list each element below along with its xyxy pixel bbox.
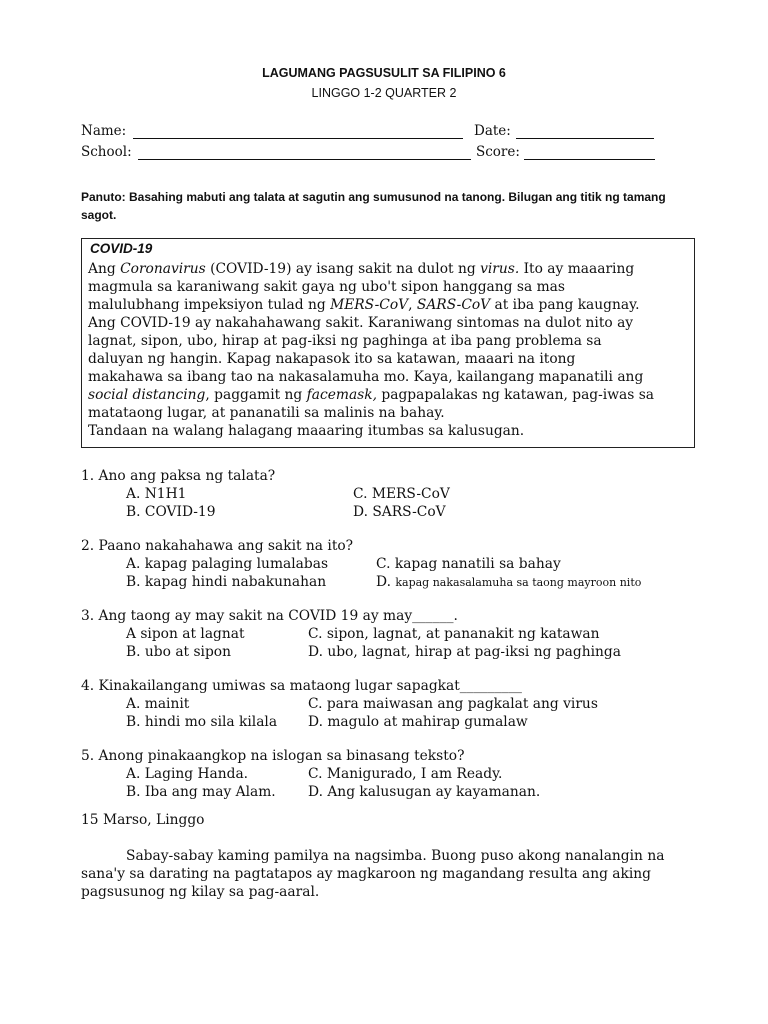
diary-date: 15 Marso, Linggo [81, 812, 205, 828]
passage-line: Ang COVID-19 ay nakahahawang sakit. Karaniwang sintomas na dulot nito ay [88, 315, 634, 331]
q3-option-a[interactable]: A sipon at lagnat [126, 626, 245, 642]
worksheet-title: LAGUMANG PAGSUSULIT SA FILIPINO 6 [262, 66, 506, 80]
school-label: School: [81, 144, 132, 160]
question-3: 3. Ang taong ay may sakit na COVID 19 ay may______. [81, 608, 458, 624]
date-field[interactable] [516, 138, 654, 139]
q1-option-b[interactable]: B. COVID-19 [126, 504, 216, 520]
q2-option-b[interactable]: B. kapag hindi nabakunahan [126, 574, 327, 590]
passage-line: lagnat, sipon, ubo, hirap at pag-iksi ng paghinga at iba pang problema sa [88, 333, 602, 349]
question-4: 4. Kinakailangang umiwas sa mataong lugar sapagkat_________ [81, 678, 522, 694]
passage-line [88, 387, 654, 403]
q3-option-d[interactable]: D. ubo, lagnat, hirap at pag-iksi ng paghinga [308, 644, 621, 660]
q4-option-c[interactable]: C. para maiwasan ang pagkalat ang virus [308, 696, 598, 712]
passage-italic: Coronavirus [120, 261, 206, 277]
q4-option-d[interactable]: D. magulo at mahirap gumalaw [308, 714, 528, 730]
passage-line [88, 297, 639, 313]
passage-line: makahawa sa ibang tao na nakasalamuha mo. Kaya, kailangang mapanatili ang [88, 369, 644, 385]
passage-line: matataong lugar, at pananatili sa malinis na bahay. [88, 405, 445, 421]
passage-text: Ang [88, 261, 121, 277]
worksheet-subtitle: LINGGO 1-2 QUARTER 2 [311, 86, 457, 100]
q2-option-a[interactable]: A. kapag palaging lumalabas [126, 556, 329, 572]
passage-text: , [408, 297, 417, 313]
q1-option-c[interactable]: C. MERS-CoV [353, 486, 450, 502]
q3-option-b[interactable]: B. ubo at sipon [126, 644, 231, 660]
q5-option-b[interactable]: B. Iba ang may Alam. [126, 784, 276, 800]
q4-option-a[interactable]: A. mainit [126, 696, 190, 712]
question-5: 5. Anong pinakaangkop na islogan sa binasang teksto? [81, 748, 465, 764]
name-field[interactable] [133, 138, 463, 139]
passage-italic: virus. [480, 261, 520, 277]
name-label: Name: [81, 123, 127, 139]
passage-italic: SARS-CoV [416, 297, 491, 313]
passage-italic: MERS-CoV [330, 297, 409, 313]
q3-option-c[interactable]: C. sipon, lagnat, at pananakit ng katawan [308, 626, 600, 642]
passage-line: daluyan ng hangin. Kapag nakapasok ito sa katawan, maaari na itong [88, 351, 576, 367]
diary-line: Sabay-sabay kaming pamilya na nagsimba. Buong puso akong nanalangin na [126, 848, 665, 864]
score-field[interactable] [524, 159, 655, 160]
passage-text: pagpapalakas ng katawan, pag-iwas sa [377, 387, 655, 403]
q5-option-c[interactable]: C. Manigurado, I am Ready. [308, 766, 503, 782]
passage-line: magmula sa karaniwang sakit gaya ng ubo't sipon hanggang sa mas [88, 279, 565, 295]
passage-italic: social distancing [88, 387, 206, 403]
passage-text: malulubhang impeksiyon tulad ng [88, 297, 331, 313]
passage-text: Ito ay maaaring [519, 261, 635, 277]
q2-option-d[interactable] [376, 574, 641, 590]
passage-italic: facemask, [306, 387, 377, 403]
q5-option-a[interactable]: A. Laging Handa. [126, 766, 249, 782]
q1-option-d[interactable]: D. SARS-CoV [353, 504, 446, 520]
score-label: Score: [476, 144, 520, 160]
question-1: 1. Ano ang paksa ng talata? [81, 468, 276, 484]
passage-text: (COVID-19) ay isang sakit na dulot ng [205, 261, 481, 277]
q2-option-d-text: kapag nakasalamuha sa taong mayroon nito [395, 576, 642, 589]
passage-text: , paggamit ng [205, 387, 307, 403]
passage-box [81, 238, 695, 448]
question-2: 2. Paano nakahahawa ang sakit na ito? [81, 538, 354, 554]
school-field[interactable] [138, 159, 471, 160]
q2-option-c[interactable]: C. kapag nanatili sa bahay [376, 556, 561, 572]
q1-option-a[interactable]: A. N1H1 [126, 486, 187, 502]
passage-title: COVID-19 [90, 241, 153, 256]
q2-option-d-letter: D. [376, 574, 396, 590]
passage-line [88, 261, 634, 277]
passage-line: Tandaan na walang halagang maaaring itumbas sa kalusugan. [88, 423, 525, 439]
q5-option-d[interactable]: D. Ang kalusugan ay kayamanan. [308, 784, 541, 800]
instructions: Panuto: Basahing mabuti ang talata at sagutin ang sumusunod na tanong. Bilugan ang titik ng tamang sagot. [81, 190, 666, 222]
date-label: Date: [474, 123, 511, 139]
passage-text: at iba pang kaugnay. [490, 297, 640, 313]
q4-option-b[interactable]: B. hindi mo sila kilala [126, 714, 278, 730]
diary-line: sana'y sa darating na pagtatapos ay magkaroon ng magandang resulta ang aking [81, 866, 652, 882]
diary-line: pagsusunog ng kilay sa pag-aaral. [81, 884, 320, 900]
